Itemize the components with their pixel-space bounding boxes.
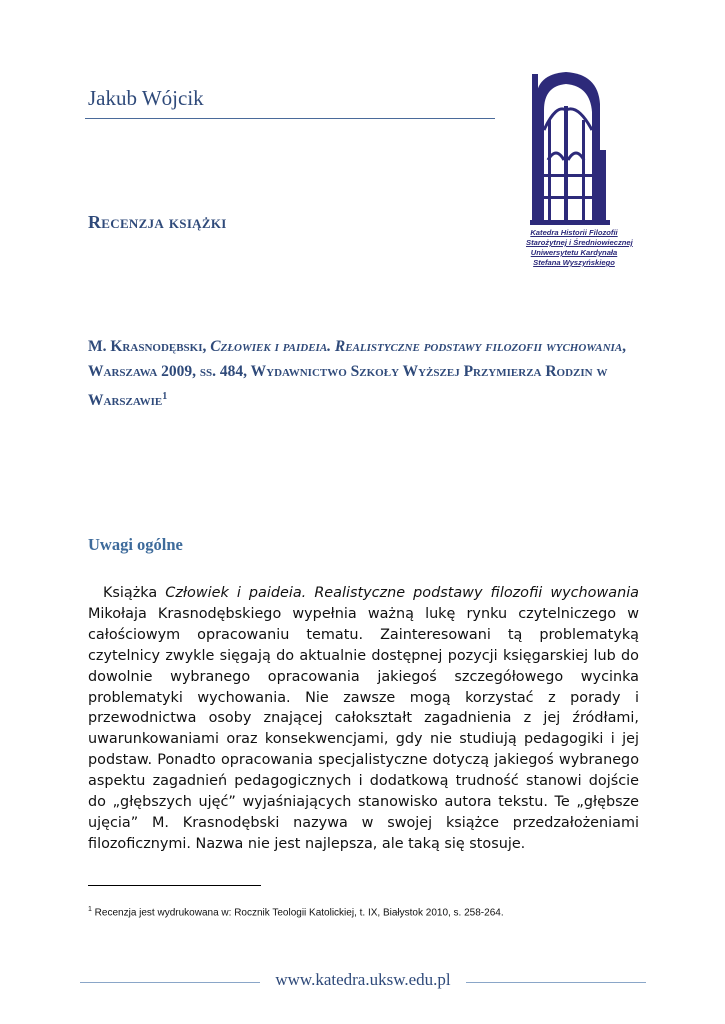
logo-line: Katedra Historii Filozofii [530, 228, 618, 237]
section-heading: Uwagi ogólne [88, 535, 183, 554]
author-divider [85, 118, 495, 119]
book-title: Człowiek i paideia. Realistyczne podstawy filozofii wychowania [210, 338, 623, 355]
footnote-mark: 1 [88, 906, 92, 913]
footer-rule-left [80, 982, 260, 983]
footer-rule-right [466, 982, 646, 983]
document-title: Recenzja książki [88, 212, 227, 232]
logo-line: Uniwersytetu Kardynała [530, 248, 618, 257]
footnote-reference[interactable]: 1 [162, 391, 168, 402]
book-author: M. Krasnodębski, [88, 338, 211, 355]
author-name: Jakub Wójcik [88, 86, 204, 110]
book-reference [88, 334, 628, 413]
paragraph-text: Mikołaja Krasnodębskiego wypełnia ważną lukę rynku czytelniczego w całościowym opracowaniu tematu. Zainteresowani tą problematyką czytelnicy zwykle sięgają do aktualnie dostępnej pozycji księgarskiej lub do dowolnie wybranego opracowania jakiegoś szczegółowego wycinka problematyki wychowania. Nie zawsze mogą korzystać z porady i przewodnictwa osoby znającej całokształt zagadnienia z jej źródłami, uwarunkowaniami oraz konsekwencjami, gdy nie studiują pedagogiki i jej podstaw. Ponadto opracowania specjalistyczne dotyczą jakiegoś wybranego aspektu zagadnień pedagogicznych i dodatkową trudność stanowi dojście do „głębszych ujęć” wyjaśniających stanowisko autora tekstu. Te „głębsze ujęcia” M. Krasnodębski nazywa w swojej książce przedzałożeniami filozoficznymi. Nazwa nie jest najlepsza, ale taką się stosuje. [88, 605, 639, 852]
body-paragraph [88, 583, 639, 855]
logo-caption [526, 228, 633, 268]
book-publication: , Warszawa 2009, ss. 484, Wydawnictwo Szkoły Wyższej Przymierza Rodzin w Warszawie [88, 338, 627, 410]
footnote [88, 906, 504, 918]
logo-line: Starożytnej i Średniowiecznej [526, 238, 633, 247]
paragraph-start: Książka [103, 585, 166, 601]
footnote-text: Recenzja jest wydrukowana w: Rocznik Teologii Katolickiej, t. IX, Białystok 2010, s. 258-264. [91, 907, 504, 919]
logo-line: Stefana Wyszyńskiego [533, 258, 615, 267]
footnote-divider [88, 885, 261, 886]
footer-url-link[interactable]: www.katedra.uksw.edu.pl [275, 970, 451, 989]
paragraph-book-title: Człowiek i paideia. Realistyczne podstawy filozofii wychowania [165, 585, 640, 601]
